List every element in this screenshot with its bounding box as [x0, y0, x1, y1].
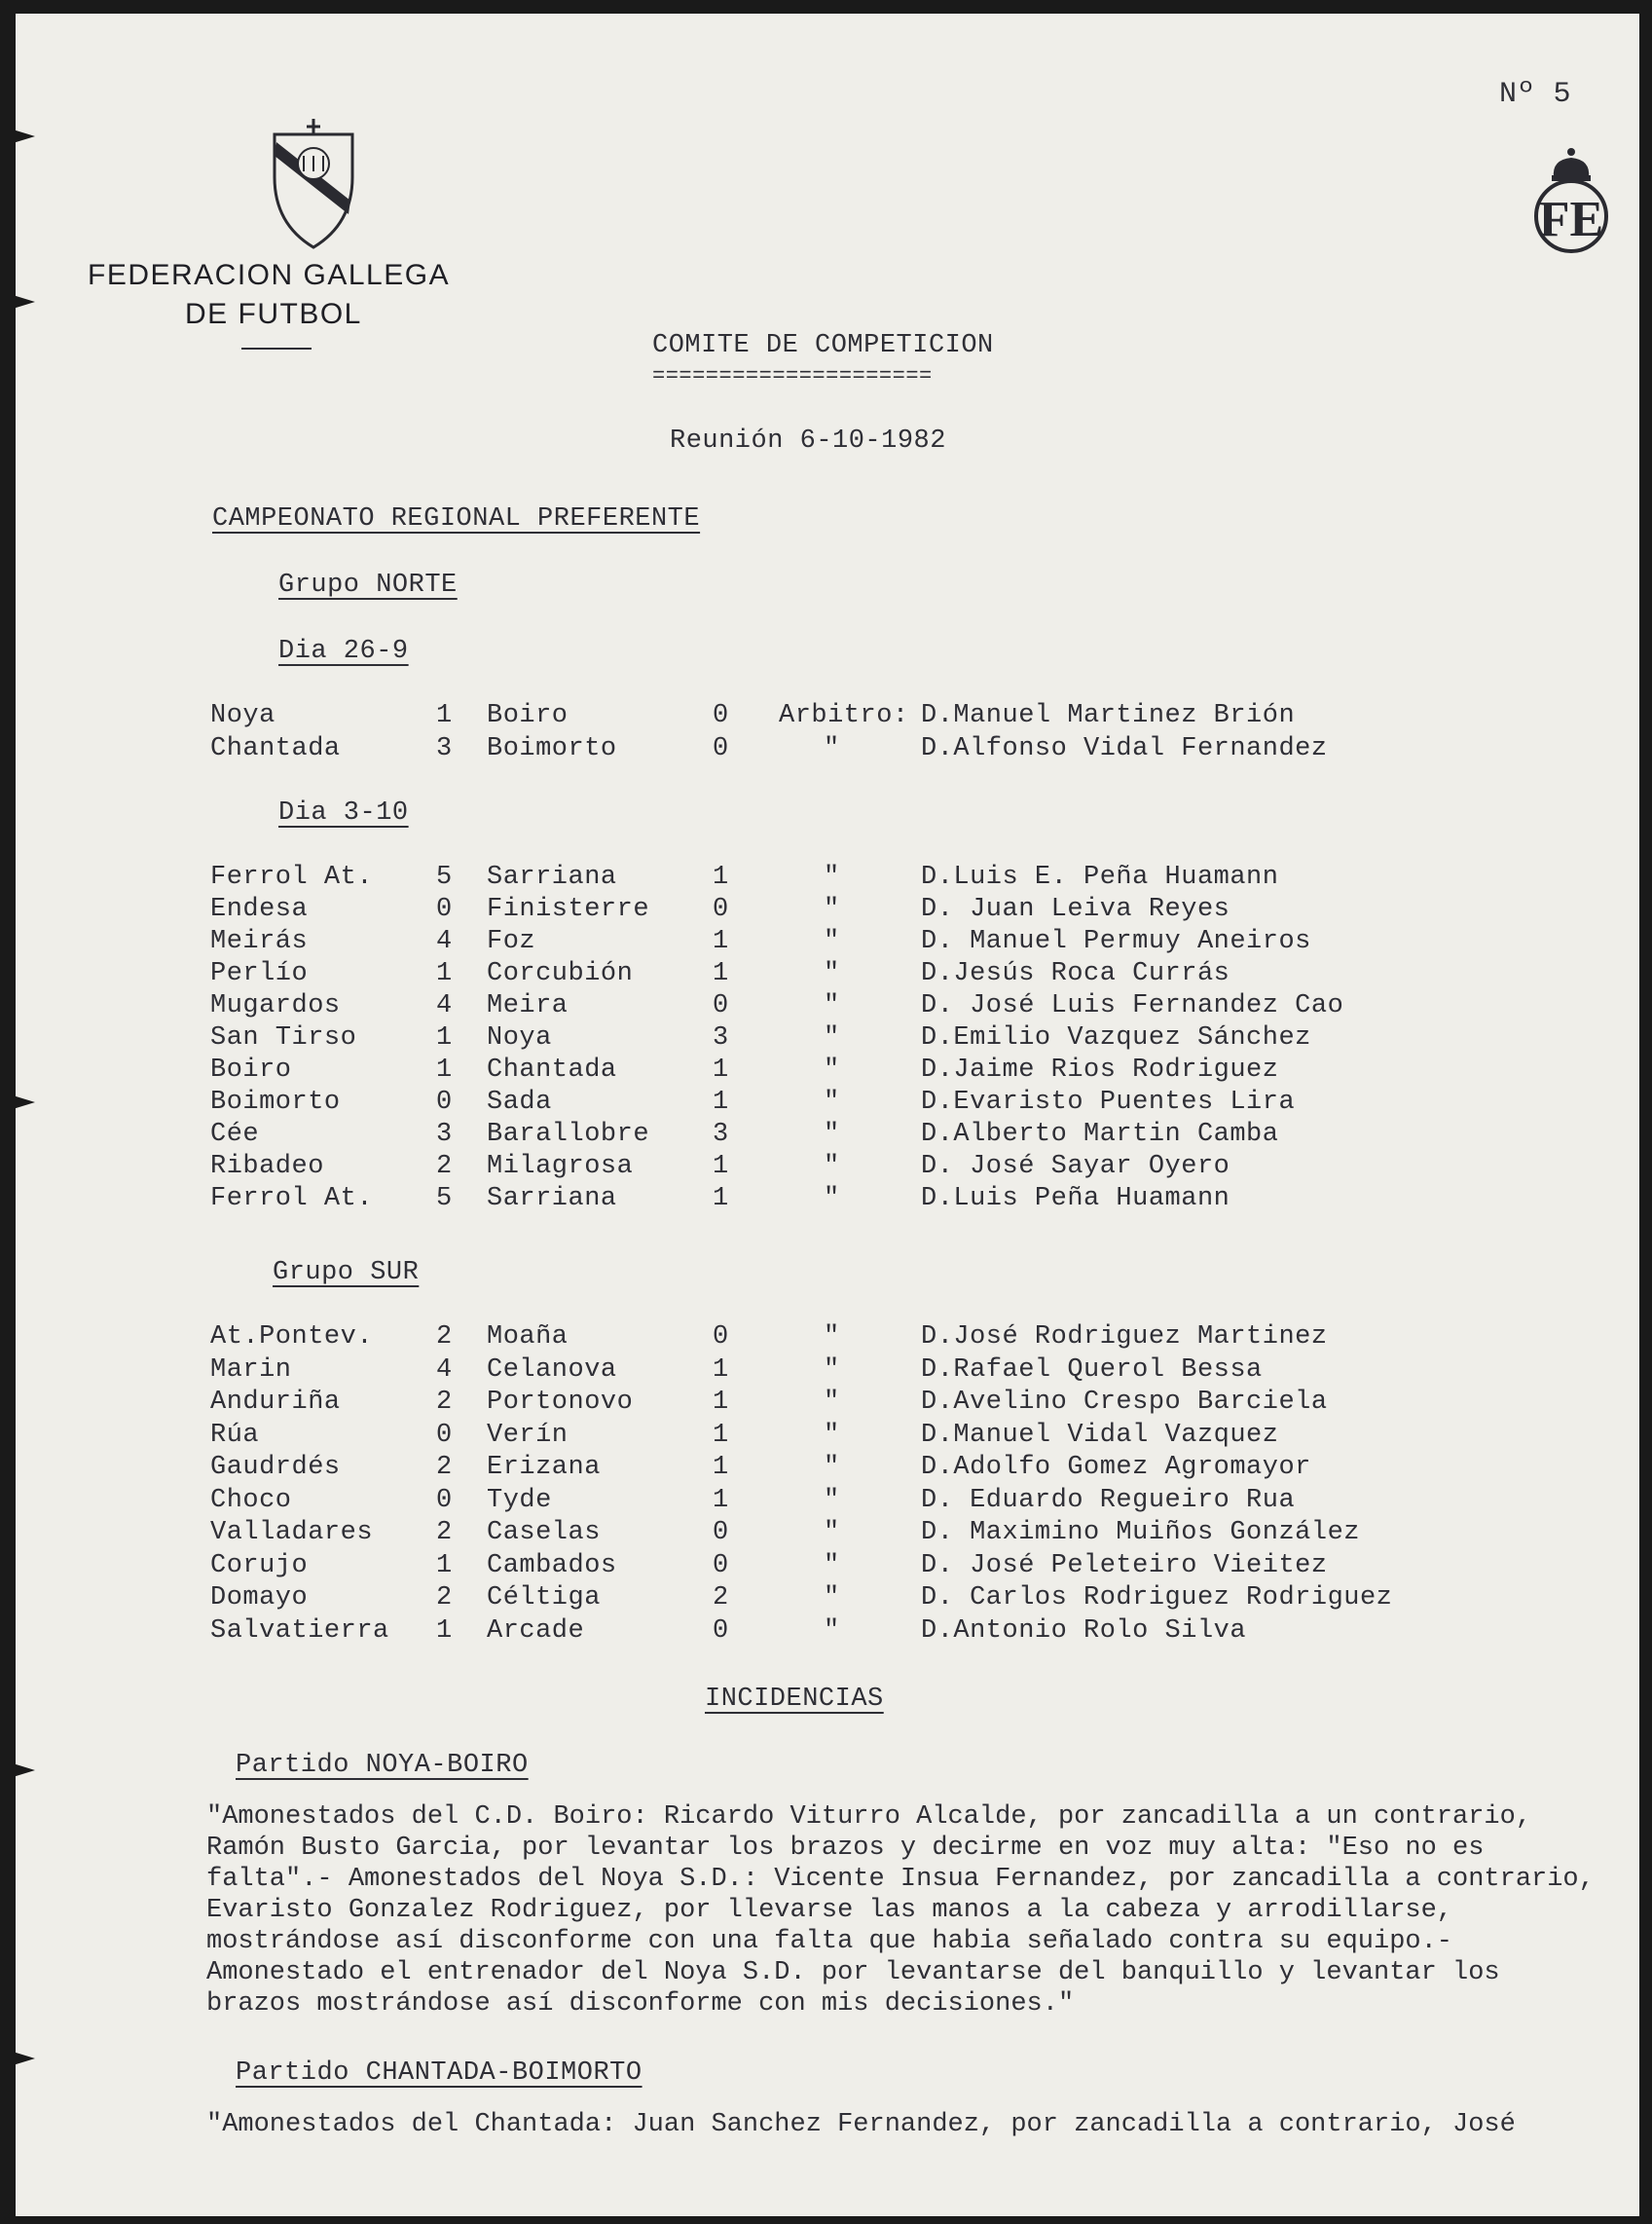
away-team: Tyde	[487, 1485, 552, 1515]
referee-label: "	[824, 895, 840, 924]
incident-text-chantada-boimorto: "Amonestados del Chantada: Juan Sanchez Fernandez, por zancadilla a contrario, José	[206, 2110, 1516, 2139]
referee-label: "	[824, 1056, 840, 1085]
away-score: 0	[713, 1550, 729, 1580]
home-score: 4	[436, 1354, 453, 1385]
away-team: Verín	[487, 1420, 569, 1450]
referee-name: D.Alfonso Vidal Fernandez	[921, 734, 1328, 763]
home-score: 2	[436, 1583, 453, 1612]
referee-label: "	[824, 1152, 840, 1181]
incident-text-noya-boiro: "Amonestados del C.D. Boiro: Ricardo Viturro Alcalde, por zancadilla a un contrario, Ramón Busto Garcia, por levantar los brazos y decirme en voz muy alta: "Eso no es falta".- Amonestados del Noya S.D.: Vicente Insua Fernandez, por zancadilla a contrario, Evaristo Gonzalez Rodriguez, por llevarse las manos a la cabeza y arrodillarse, mostrándose así disconforme con una falta que habia señalado contra su equipo.- Amonestado el entrenador del Noya S.D. por levantarse del banquillo y levantar los brazos mostrándose así disconforme con mis decisiones."	[206, 1802, 1611, 2019]
page-number: Nº 5	[1499, 78, 1572, 111]
away-score: 0	[713, 991, 729, 1020]
referee-name: D.Rafael Querol Bessa	[921, 1354, 1263, 1385]
referee-label: "	[824, 734, 840, 763]
away-team: Noya	[487, 1023, 552, 1053]
referee-label: "	[824, 863, 840, 892]
home-score: 0	[436, 1420, 453, 1450]
away-score: 2	[713, 1583, 729, 1612]
home-team: Boiro	[210, 1056, 292, 1085]
title-double-underline: =====================	[652, 364, 933, 389]
away-team: Boiro	[487, 701, 569, 730]
referee-name: D.Antonio Rolo Silva	[921, 1615, 1247, 1646]
referee-name: D.José Rodriguez Martinez	[921, 1322, 1328, 1352]
punch-hole	[16, 1094, 35, 1110]
dia-26-9-heading: Dia 26-9	[278, 637, 409, 666]
away-team: Boimorto	[487, 734, 617, 763]
away-score: 1	[713, 1354, 729, 1385]
home-score: 5	[436, 863, 453, 892]
referee-label: "	[824, 1388, 840, 1417]
punch-hole	[16, 2051, 35, 2066]
home-score: 2	[436, 1453, 453, 1482]
away-team: Erizana	[487, 1453, 601, 1482]
dia-3-10-heading: Dia 3-10	[278, 798, 409, 828]
away-score: 1	[713, 927, 729, 956]
home-score: 0	[436, 1485, 453, 1515]
away-team: Moaña	[487, 1322, 569, 1352]
home-score: 5	[436, 1184, 453, 1213]
referee-name: D. Manuel Permuy Aneiros	[921, 927, 1311, 956]
away-score: 1	[713, 863, 729, 892]
away-score: 1	[713, 1088, 729, 1117]
away-score: 0	[713, 734, 729, 763]
home-team: Anduriña	[210, 1388, 341, 1417]
svg-text:FE: FE	[1539, 192, 1604, 247]
referee-label: "	[824, 1550, 840, 1580]
away-team: Chantada	[487, 1056, 617, 1085]
home-team: Valladares	[210, 1518, 374, 1547]
home-team: Perlío	[210, 959, 309, 988]
referee-name: D.Evaristo Puentes Lira	[921, 1088, 1296, 1117]
referee-name: D.Luis Peña Huamann	[921, 1184, 1230, 1213]
home-score: 0	[436, 895, 453, 924]
home-team: Rúa	[210, 1420, 260, 1450]
home-team: Ribadeo	[210, 1152, 324, 1181]
header-divider	[241, 348, 312, 350]
home-team: Corujo	[210, 1550, 309, 1580]
punch-hole	[16, 1762, 35, 1778]
home-score: 0	[436, 1088, 453, 1117]
away-score: 1	[713, 1453, 729, 1482]
away-team: Foz	[487, 927, 536, 956]
referee-name: D.Manuel Martinez Brión	[921, 701, 1296, 730]
punch-hole	[16, 129, 35, 144]
home-score: 4	[436, 991, 453, 1020]
referee-name: D. José Peleteiro Vieitez	[921, 1550, 1328, 1580]
home-score: 2	[436, 1518, 453, 1547]
referee-label: "	[824, 1322, 840, 1352]
home-score: 2	[436, 1152, 453, 1181]
match-noya-boiro-heading: Partido NOYA-BOIRO	[236, 1751, 529, 1780]
away-score: 0	[713, 1322, 729, 1352]
referee-name: D.Alberto Martin Camba	[921, 1120, 1279, 1149]
federation-name-line1: FEDERACION GALLEGA	[88, 259, 451, 291]
referee-name: D.Jaime Rios Rodriguez	[921, 1056, 1279, 1085]
crown-monogram-icon	[1493, 129, 1612, 278]
away-score: 0	[713, 1615, 729, 1646]
home-score: 2	[436, 1388, 453, 1417]
referee-label: "	[824, 1615, 840, 1646]
away-team: Corcubión	[487, 959, 634, 988]
match-chantada-boimorto-heading: Partido CHANTADA-BOIMORTO	[236, 2058, 642, 2088]
home-score: 3	[436, 1120, 453, 1149]
referee-label: "	[824, 1354, 840, 1385]
home-team: Boimorto	[210, 1088, 341, 1117]
home-score: 1	[436, 1056, 453, 1085]
away-score: 0	[713, 701, 729, 730]
championship-heading: CAMPEONATO REGIONAL PREFERENTE	[212, 504, 701, 534]
referee-label: "	[824, 1023, 840, 1053]
referee-label: "	[824, 1583, 840, 1612]
referee-label: "	[824, 959, 840, 988]
away-team: Arcade	[487, 1615, 585, 1646]
home-team: San Tirso	[210, 1023, 357, 1053]
referee-label: Arbitro:	[779, 701, 909, 730]
home-team: Meirás	[210, 927, 309, 956]
away-team: Céltiga	[487, 1583, 601, 1612]
home-team: Mugardos	[210, 991, 341, 1020]
home-team: Choco	[210, 1485, 292, 1515]
away-team: Milagrosa	[487, 1152, 634, 1181]
home-team: Domayo	[210, 1583, 309, 1612]
home-team: Marin	[210, 1354, 292, 1385]
document-page	[16, 14, 1639, 2216]
away-score: 1	[713, 1388, 729, 1417]
referee-label: "	[824, 1420, 840, 1450]
away-score: 3	[713, 1023, 729, 1053]
home-score: 1	[436, 1615, 453, 1646]
referee-label: "	[824, 1120, 840, 1149]
referee-name: D. Juan Leiva Reyes	[921, 895, 1230, 924]
away-team: Celanova	[487, 1354, 617, 1385]
home-team: Gaudrdés	[210, 1453, 341, 1482]
away-score: 0	[713, 1518, 729, 1547]
home-score: 1	[436, 1550, 453, 1580]
referee-label: "	[824, 1088, 840, 1117]
punch-hole	[16, 294, 35, 310]
incidencias-heading: INCIDENCIAS	[705, 1685, 884, 1714]
home-score: 1	[436, 1023, 453, 1053]
referee-name: D. José Luis Fernandez Cao	[921, 991, 1344, 1020]
referee-label: "	[824, 1453, 840, 1482]
referee-name: D. Eduardo Regueiro Rua	[921, 1485, 1296, 1515]
referee-name: D.Avelino Crespo Barciela	[921, 1388, 1328, 1417]
referee-name: D. Carlos Rodriguez Rodriguez	[921, 1583, 1393, 1612]
referee-label: "	[824, 991, 840, 1020]
away-team: Cambados	[487, 1550, 617, 1580]
meeting-date: Reunión 6-10-1982	[670, 426, 946, 456]
home-team: Salvatierra	[210, 1615, 389, 1646]
away-team: Meira	[487, 991, 569, 1020]
away-team: Sarriana	[487, 1184, 617, 1213]
away-score: 1	[713, 959, 729, 988]
home-team: Ferrol At.	[210, 863, 374, 892]
away-team: Caselas	[487, 1518, 601, 1547]
referee-label: "	[824, 927, 840, 956]
grupo-sur-heading: Grupo SUR	[273, 1258, 420, 1287]
referee-name: D.Adolfo Gomez Agromayor	[921, 1453, 1311, 1482]
away-score: 1	[713, 1056, 729, 1085]
referee-name: D.Emilio Vazquez Sánchez	[921, 1023, 1311, 1053]
home-score: 2	[436, 1322, 453, 1352]
home-team: At.Pontev.	[210, 1322, 374, 1352]
referee-name: D.Jesús Roca Currás	[921, 959, 1230, 988]
away-team: Barallobre	[487, 1120, 650, 1149]
away-team: Sada	[487, 1088, 552, 1117]
home-score: 3	[436, 734, 453, 763]
home-score: 4	[436, 927, 453, 956]
away-team: Sarriana	[487, 863, 617, 892]
away-team: Portonovo	[487, 1388, 634, 1417]
referee-label: "	[824, 1184, 840, 1213]
referee-label: "	[824, 1485, 840, 1515]
committee-title: COMITE DE COMPETICION	[652, 331, 994, 360]
home-team: Endesa	[210, 895, 309, 924]
referee-name: D. José Sayar Oyero	[921, 1152, 1230, 1181]
away-score: 1	[713, 1485, 729, 1515]
federation-name-line2: DE FUTBOL	[185, 298, 362, 330]
away-score: 1	[713, 1152, 729, 1181]
home-score: 1	[436, 959, 453, 988]
away-team: Finisterre	[487, 895, 650, 924]
referee-name: D. Maximino Muiños González	[921, 1518, 1360, 1547]
away-score: 1	[713, 1184, 729, 1213]
away-score: 3	[713, 1120, 729, 1149]
referee-label: "	[824, 1518, 840, 1547]
referee-name: D.Luis E. Peña Huamann	[921, 863, 1279, 892]
home-team: Noya	[210, 701, 275, 730]
away-score: 0	[713, 895, 729, 924]
away-score: 1	[713, 1420, 729, 1450]
home-team: Chantada	[210, 734, 341, 763]
home-team: Ferrol At.	[210, 1184, 374, 1213]
referee-name: D.Manuel Vidal Vazquez	[921, 1420, 1279, 1450]
home-score: 1	[436, 701, 453, 730]
shield-crest-icon	[234, 99, 356, 272]
grupo-norte-heading: Grupo NORTE	[278, 571, 458, 600]
home-team: Cée	[210, 1120, 260, 1149]
